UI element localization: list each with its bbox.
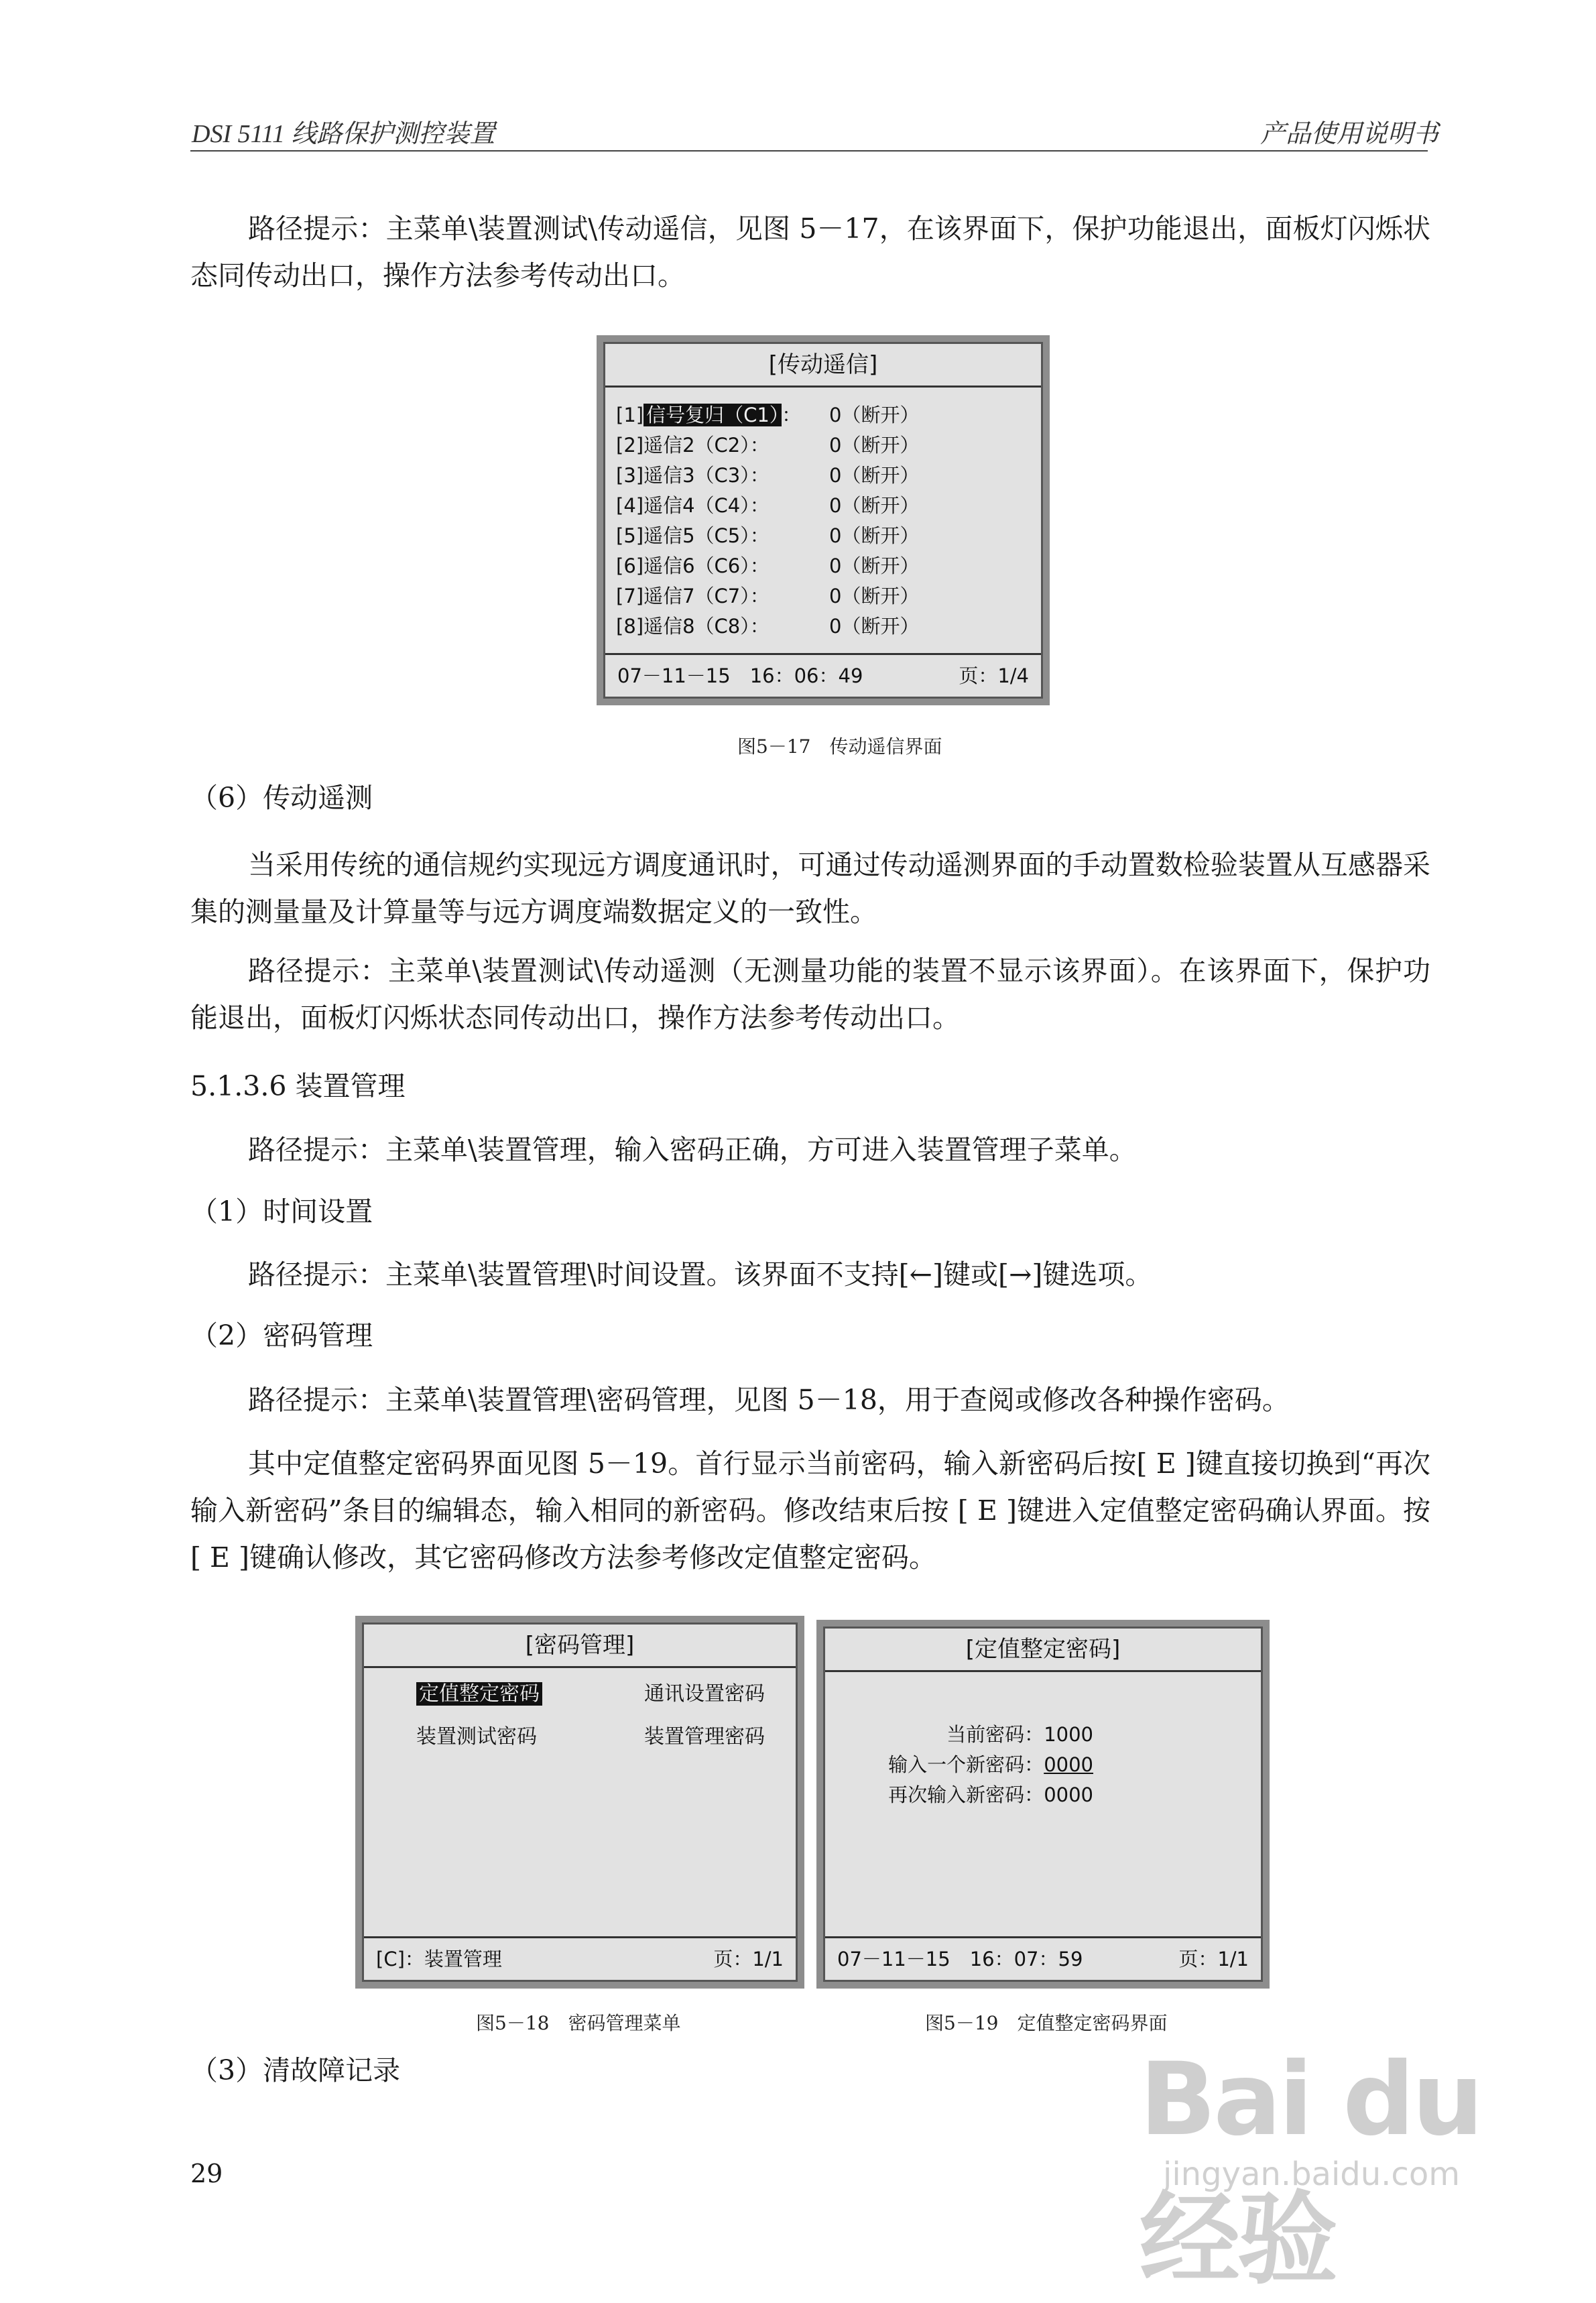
paragraph-telemetry-desc: 当采用传统的通信规约实现远方调度通讯时，可通过传动遥测界面的手动置数检验装置从互感器采集的测量量及计算量等与远方调度端数据定义的一致性。 [190, 849, 1430, 928]
lcd-status-bar [825, 1936, 1261, 1980]
menu-item-setting-password: 定值整定密码 [416, 1677, 542, 1706]
repeat-password-row: 再次输入新密码：0000 [888, 1783, 1093, 1806]
figure-5-17-lcd-panel [597, 335, 1050, 705]
lcd-title: [定值整定密码] [825, 1629, 1261, 1672]
new-password-row: 输入一个新密码：0000 [888, 1753, 1093, 1776]
paragraph-password-desc: 其中定值整定密码界面见图 5－19。首行显示当前密码，输入新密码后按[ E ]键直接切换到“再次输入新密码”条目的编辑态，输入相同的新密码。修改结束后按 [ E ]键进入定值整定密码确认界面。按[ E ]键确认修改，其它密码修改方法参考修改定值整定密码。 [190, 1448, 1430, 1574]
paragraph-path-hint-3: 路径提示：主菜单\装置管理，输入密码正确，方可进入装置管理子菜单。 [248, 1134, 1137, 1166]
lcd-title: [密码管理] [364, 1625, 796, 1668]
paragraph-path-hint-1: 路径提示：主菜单\装置测试\传动遥信，见图 5－17，在该界面下，保护功能退出，面板灯闪烁状态同传动出口，操作方法参考传动出口。 [190, 213, 1430, 292]
remote-signal-row-7: [7]遥信7（C7）： 0（断开） [616, 585, 920, 607]
remote-signal-row-3: [3]遥信3（C3）： 0（断开） [616, 464, 920, 487]
lcd-back-hint: [C]：装置管理 [376, 1948, 502, 1970]
lcd-title: [传动遥信] [605, 344, 1041, 388]
section-heading-1: （1）时间设置 [190, 1195, 373, 1228]
lcd-status-bar [364, 1936, 796, 1980]
figure-5-19-caption: 图5－19 定值整定密码界面 [925, 2012, 1168, 2034]
lcd-page-indicator: 页：1/1 [713, 1948, 784, 1970]
lcd-datetime: 07－11－15 16：07：59 [837, 1948, 1083, 1970]
figure-5-18-caption: 图5－18 密码管理菜单 [476, 2012, 681, 2034]
figure-5-18-lcd-panel [355, 1616, 804, 1989]
remote-signal-row-2: [2]遥信2（C2）： 0（断开） [616, 434, 920, 457]
edit-cursor-field: 0000 [1044, 1753, 1093, 1776]
header-right: 产品使用说明书 [1260, 120, 1439, 148]
remote-signal-row-1: [1] 信号复归（C1） ： 0（断开） [616, 404, 920, 426]
lcd-page-indicator: 页：1/1 [1178, 1948, 1249, 1970]
section-heading-5136: 5.1.3.6 装置管理 [190, 1070, 406, 1102]
lcd-datetime: 07－11－15 16：06：49 [617, 664, 863, 687]
menu-item-manage-password: 装置管理密码 [644, 1725, 765, 1749]
section-heading-3: （3）清故障记录 [190, 2054, 401, 2086]
section-heading-6: （6）传动遥测 [190, 782, 373, 814]
page-number: 29 [190, 2159, 223, 2188]
current-password-row: 当前密码：1000 [946, 1723, 1093, 1746]
remote-signal-row-6: [6]遥信6（C6）： 0（断开） [616, 554, 920, 577]
header-divider [190, 150, 1428, 152]
menu-item-comm-password: 通讯设置密码 [644, 1682, 765, 1706]
baidu-watermark-url: jingyan.baidu.com [1163, 2156, 1460, 2193]
lcd-page-indicator: 页：1/4 [959, 664, 1029, 687]
header-left: DSI 5111 线路保护测控装置 [192, 120, 495, 148]
figure-5-17-caption: 图5－17 传动遥信界面 [737, 735, 942, 758]
paragraph-path-hint-4: 路径提示：主菜单\装置管理\时间设置。该界面不支持[←]键或[→]键选项。 [248, 1258, 1153, 1291]
remote-signal-row-4: [4]遥信4（C4）： 0（断开） [616, 494, 920, 517]
remote-signal-row-8: [8]遥信8（C8）： 0（断开） [616, 615, 920, 638]
menu-item-test-password: 装置测试密码 [416, 1725, 537, 1749]
selected-item-highlight: 信号复归（C1） [643, 404, 782, 426]
paragraph-path-hint-5: 路径提示：主菜单\装置管理\密码管理，见图 5－18，用于查阅或修改各种操作密码。 [248, 1384, 1290, 1416]
baidu-watermark-logo: Bai du 经验 [1140, 2042, 1481, 2298]
paragraph-path-hint-2: 路径提示：主菜单\装置测试\传动遥测（无测量功能的装置不显示该界面）。在该界面下，保护功能退出，面板灯闪烁状态同传动出口，操作方法参考传动出口。 [190, 955, 1430, 1034]
lcd-status-bar [605, 653, 1041, 697]
remote-signal-row-5: [5]遥信5（C5）： 0（断开） [616, 524, 920, 547]
section-heading-2: （2）密码管理 [190, 1319, 373, 1352]
figure-5-19-lcd-panel [816, 1620, 1270, 1989]
